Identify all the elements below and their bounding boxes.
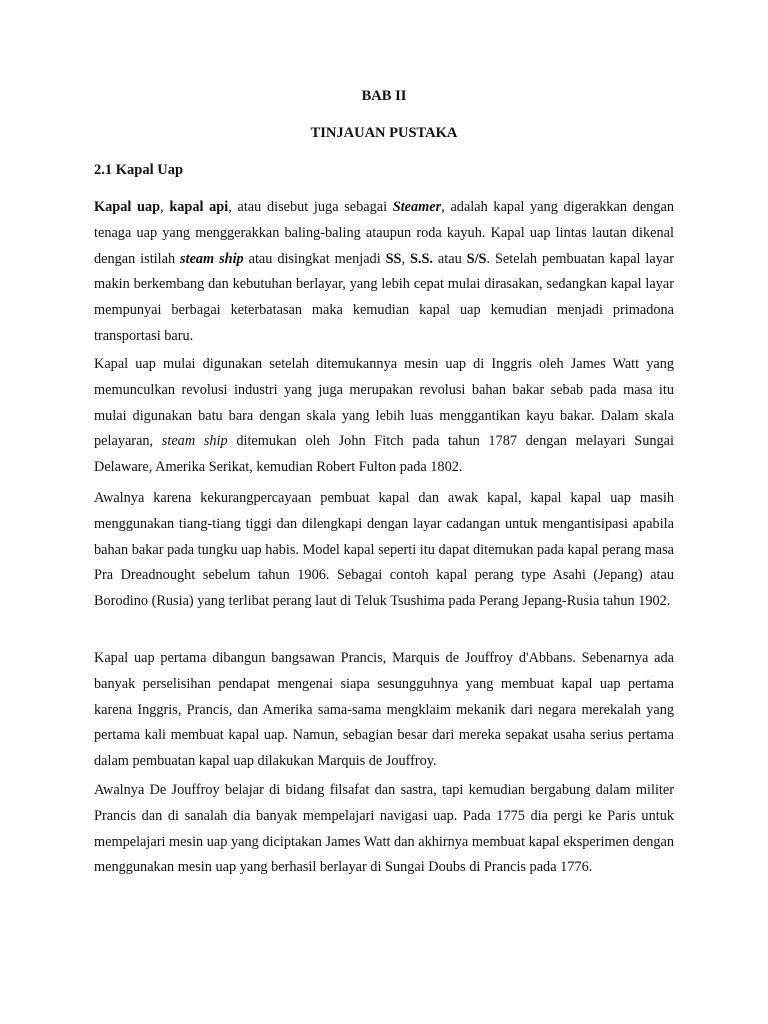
text-run: , atau disebut juga sebagai [228,199,393,215]
text-run: , [160,199,170,215]
chapter-title: TINJAUAN PUSTAKA [310,125,458,141]
paragraph-early-steamships: Awalnya karena kekurangpercayaan pembuat kapal dan awak kapal, kapal kapal uap masih menggunakan tiang-tiang tiggi dan dilengkapi dengan layar cadangan untuk mengantisipasi apabila bahan bakar pada tungku uap habis. Model kapal seperti itu dapat ditemukan pada kapal perang masa Pra Dreadnought sebelum tahun 1906. Sebagai contoh kapal perang type Asahi (Jepang) atau Borodino (Rusia) yang terlibat perang laut di Teluk Tsushima pada Perang Jepang-Rusia tahun 1902. [94,490,674,610]
text-run: atau [433,250,467,267]
term-s-s: S.S. [409,250,434,267]
term-ss: SS [385,250,402,267]
text-run: Kapal uap mulai digunakan setelah ditemukannya mesin uap di Inggris oleh James Watt yang memunculkan revolusi industri yang juga merupakan revolusi bahan bakar sebab pada masa itu mulai digunakan batu bara dengan skala yang lebih luas menggantikan kayu bakar. Dalam skala pelayaran, [94,356,674,450]
paragraph-kapal-uap-definition [94,195,674,350]
text-run: , adalah kapal yang digerakkan dengan tenaga uap yang menggerakkan baling-baling ataupun roda kayuh. Kapal uap lintas lautan dikenal dengan istilah [94,199,674,267]
paragraph-de-jouffroy: Awalnya De Jouffroy belajar di bidang filsafat dan sastra, tapi kemudian bergabung dalam militer Prancis dan di sanalah dia banyak mempelajari navigasi uap. Pada 1775 dia pergi ke Paris untuk mempelajari mesin uap yang diciptakan James Watt dan akhirnya membuat kapal eksperimen dengan menggunakan mesin uap yang berhasil berlayar di Sungai Doubs di Prancis pada 1776. [94,782,674,876]
term-steam-ship-italic-2: steam ship [161,433,228,450]
term-s-slash-s: S/S [466,250,487,267]
paragraph-mesin-uap-history [94,352,674,481]
text-run: atau disingkat menjadi [243,250,386,267]
term-kapal-api: kapal api [169,199,229,215]
paragraph-first-steamship: Kapal uap pertama dibangun bangsawan Prancis, Marquis de Jouffroy d'Abbans. Sebenarnya ada banyak perselisihan pendapat mengenai siapa sesungguhnya yang membuat kapal uap pertama karena Inggris, Prancis, dan Amerika sama-sama mengklaim mekanik dari negara merekalah yang pertama kali membuat kapal uap. Namun, sebagian besar dari mereka sepakat usaha serius pertama dalam pembuatan kapal uap dilakukan Marquis de Jouffroy. [94,650,674,770]
term-kapal-uap: Kapal uap [94,199,161,215]
term-steamer-italic: Steamer [392,199,442,215]
section-heading: 2.1 Kapal Uap [94,162,184,178]
term-steamer [393,199,441,215]
chapter-label: BAB II [361,88,407,104]
text-run: ditemukan oleh John Fitch pada tahun 1787 dengan melayari Sungai Delaware, Amerika Serikat, kemudian Robert Fulton pada 1802. [94,433,674,476]
term-steam-ship [180,251,244,267]
text-run: . Setelah pembuatan kapal layar makin berkembang dan kebutuhan berlayar, yang lebih cepat mulai dirasakan, sedangkan kapal layar mempunyai berbagai keterbatasan maka kemudian kapal uap kemudian menjadi primadona transportasi baru. [94,250,674,344]
text-run: , [401,250,410,267]
term-steam-ship-italic: steam ship [180,250,244,267]
